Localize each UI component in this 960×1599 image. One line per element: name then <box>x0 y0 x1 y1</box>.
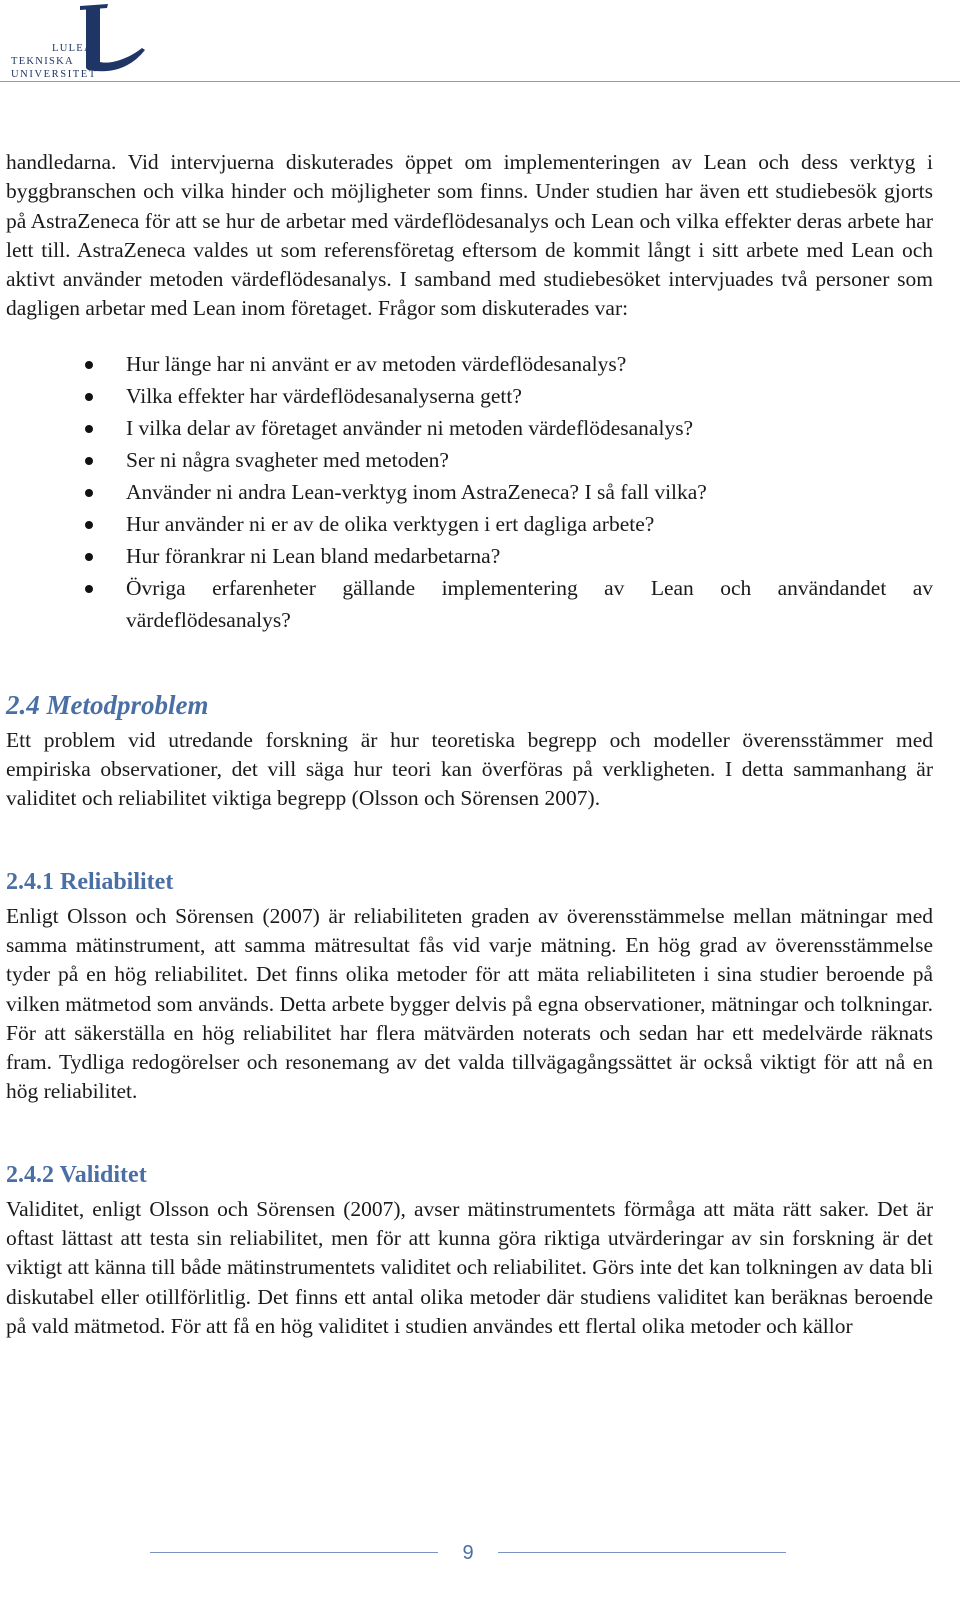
footer-rule-left <box>150 1552 438 1553</box>
bullet-icon <box>85 361 93 369</box>
list-item: Hur länge har ni använt er av metoden värdeflödesanalys? <box>6 348 933 380</box>
bullet-icon <box>85 553 93 561</box>
bullet-icon <box>85 425 93 433</box>
list-item: Använder ni andra Lean-verktyg inom AstraZeneca? I så fall vilka? <box>6 476 933 508</box>
page-number: 9 <box>462 1542 474 1564</box>
list-item: Hur använder ni er av de olika verktygen i ert dagliga arbete? <box>6 508 933 540</box>
list-item: Hur förankrar ni Lean bland medarbetarna? <box>6 540 933 572</box>
list-item: Övriga erfarenheter gällande implementering av Lean och användandet av värdeflödesanalys? <box>6 572 933 636</box>
logo-text-line-3: UNIVERSITET <box>11 69 97 80</box>
section-heading-reliabilitet: 2.4.1 Reliabilitet <box>6 868 174 895</box>
logo-text-line-1: LULEÅ <box>52 43 93 54</box>
bullet-icon <box>85 393 93 401</box>
logo-l-mark <box>86 6 145 71</box>
header-rule <box>0 81 960 82</box>
document-body <box>6 148 933 1341</box>
logo-text-line-2: TEKNISKA <box>11 56 74 67</box>
bullet-icon <box>85 521 93 529</box>
list-item: Vilka effekter har värdeflödesanalyserna gett? <box>6 380 933 412</box>
reliabilitet-paragraph: Enligt Olsson och Sörensen (2007) är reliabiliteten graden av överensstämmelse mellan mätningar med samma mätinstrument, att samma mätresultat fås vid varje mätning. En hög grad av överensstämmelse tyder på en hög reliabilitet. Det finns olika metoder för att mäta reliabiliteten i sina studier beroende på vilken mätmetod som används. Detta arbete bygger delvis på egna observationer, mätningar och tolkningar. För att säkerställa en hög reliabilitet har flera mätvärden noterats och sedan har ett medelvärde räknats fram. Tydliga redogörelser och resonemang av det valda tillvägagångssättet är också viktigt för att nå en hög reliabilitet. <box>6 903 933 1104</box>
list-item: Ser ni några svagheter med metoden? <box>6 444 933 476</box>
metodproblem-paragraph: Ett problem vid utredande forskning är hur teoretiska begrepp och modeller överensstämmer med empiriska observationer, det vill säga hur teori kan överföras på verkligheten. I detta sammanhang är validitet och reliabilitet viktiga begrepp (Olsson och Sörensen 2007). <box>6 727 933 811</box>
bullet-icon <box>85 457 93 465</box>
footer-rule-right <box>498 1552 786 1553</box>
bullet-icon <box>85 489 93 497</box>
section-heading-validitet: 2.4.2 Validitet <box>6 1161 147 1188</box>
list-item: I vilka delar av företaget använder ni metoden värdeflödesanalys? <box>6 412 933 444</box>
university-logo <box>8 4 158 80</box>
intro-paragraph: handledarna. Vid intervjuerna diskuterades öppet om implementeringen av Lean och dess verktyg i byggbranschen och vilka hinder och möjligheter som finns. Under studien har även ett studiebesök gjorts på AstraZeneca för att se hur de arbetar med värdeflödesanalys och Lean och vilka effekter deras arbete har lett till. AstraZeneca valdes ut som referensföretag eftersom de kommit långt i sitt arbete med Lean och aktivt använder metoden värdeflödesanalys. I samband med studiebesöket intervjuades två personer som dagligen arbetar med Lean inom företaget. Frågor som diskuterades var: <box>6 150 933 321</box>
validitet-paragraph: Validitet, enligt Olsson och Sörensen (2007), avser mätinstrumentets förmåga att mäta rätt saker. Det är oftast lättast att testa sin reliabilitet, men för att kunna göra riktiga utvärderingar av sin forskning är det viktigt att känna till både mätinstrumentets validitet och reliabilitet. Görs inte det kan tolkningen av data bli diskutabel eller otillförlitlig. Det finns ett antal olika metoder där studiens validitet kan beräknas beroende på vald mätmetod. För att få en hög validitet i studien användes ett flertal olika metoder och källor <box>6 1196 933 1338</box>
bullet-icon <box>85 585 93 593</box>
interview-questions-list <box>6 348 933 636</box>
page-footer <box>0 1538 960 1568</box>
section-heading-metodproblem: 2.4 Metodproblem <box>6 689 209 720</box>
